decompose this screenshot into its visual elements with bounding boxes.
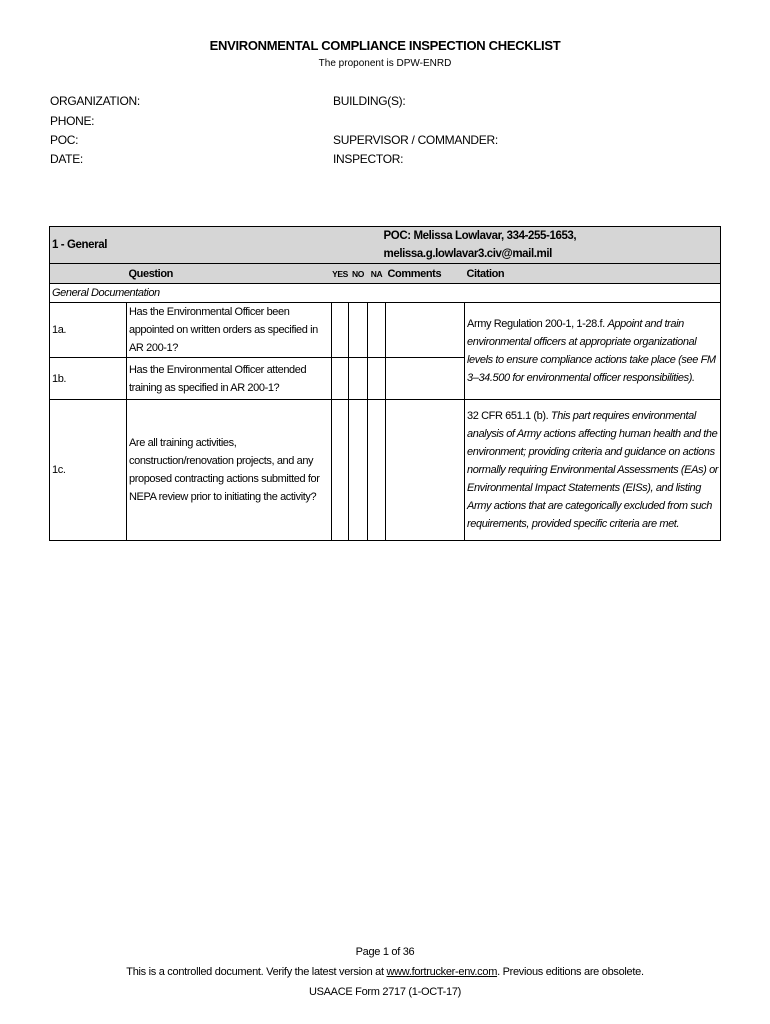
date-label: DATE: [50, 152, 83, 166]
comments-cell[interactable] [386, 303, 465, 358]
checklist-table [49, 226, 721, 541]
na-checkbox-cell[interactable] [368, 400, 386, 541]
column-header-blank [50, 264, 127, 284]
citation-cell [465, 303, 721, 400]
inspector-label: INSPECTOR: [333, 152, 404, 166]
subheading-row [50, 284, 721, 303]
column-header-question: Question [127, 264, 332, 284]
column-header-na: NA [368, 264, 386, 284]
subheading-general-documentation: General Documentation [50, 284, 721, 303]
item-question: Has the Environmental Officer attended training as specified in AR 200-1? [127, 358, 332, 400]
controlled-document-notice [0, 966, 770, 978]
no-checkbox-cell[interactable] [349, 303, 368, 358]
section-title: 1 - General [50, 227, 332, 264]
item-number: 1b. [50, 358, 127, 400]
organization-label: ORGANIZATION: [50, 94, 140, 108]
item-question: Are all training activities, construction/renovation projects, and any proposed contracting actions submitted for NEPA review prior to initiating the activity? [127, 400, 332, 541]
poc-label: POC: [50, 133, 79, 147]
citation-text: 32 CFR 651.1 (b). [467, 410, 551, 422]
item-number: 1a. [50, 303, 127, 358]
document-title: ENVIRONMENTAL COMPLIANCE INSPECTION CHECKLIST [209, 38, 561, 53]
no-checkbox-cell[interactable] [349, 358, 368, 400]
column-header-row [50, 264, 721, 284]
notice-suffix: . Previous editions are obsolete. [497, 966, 644, 978]
yes-checkbox-cell[interactable] [332, 358, 349, 400]
checklist-row-1a [50, 303, 721, 358]
notice-prefix: This is a controlled document. Verify the latest version at [126, 966, 387, 978]
website-link[interactable]: www.fortrucker-env.com [386, 966, 498, 978]
na-checkbox-cell[interactable] [368, 303, 386, 358]
phone-label: PHONE: [50, 114, 95, 128]
buildings-label: BUILDING(S): [333, 94, 406, 108]
page-number: Page 1 of 36 [355, 946, 415, 958]
yes-checkbox-cell[interactable] [332, 400, 349, 541]
section-header-row [50, 227, 721, 264]
citation-quote: Appoint and train environmental officers at appropriate organizational levels to ensure compliance actions take place (see FM 3–34.500 for environmental officer responsibilities). [467, 318, 716, 384]
form-number: USAACE Form 2717 (1-OCT-17) [308, 986, 462, 998]
supervisor-commander-label: SUPERVISOR / COMMANDER: [333, 133, 498, 147]
no-checkbox-cell[interactable] [349, 400, 368, 541]
checklist-row-1c [50, 400, 721, 541]
column-header-citation: Citation [465, 264, 721, 284]
column-header-comments: Comments [386, 264, 465, 284]
na-checkbox-cell[interactable] [368, 358, 386, 400]
column-header-yes: YES [332, 264, 349, 284]
section-poc: POC: Melissa Lowlavar, 334-255-1653, melissa.g.lowlavar3.civ@mail.mil [332, 227, 721, 264]
comments-cell[interactable] [386, 358, 465, 400]
yes-checkbox-cell[interactable] [332, 303, 349, 358]
column-header-no: NO [349, 264, 368, 284]
document-subtitle: The proponent is DPW-ENRD [318, 58, 452, 69]
citation-quote: This part requires environmental analysis of Army actions affecting human health and the environment; providing criteria and guidance on actions normally requiring Environmental Assessments (EAs) or Environmental Impact Statements (EISs), and listing Army actions that are categorically excluded from such requirements, provided specific criteria are met. [467, 410, 719, 530]
item-question: Has the Environmental Officer been appointed on written orders as specified in AR 200-1? [127, 303, 332, 358]
item-number: 1c. [50, 400, 127, 541]
citation-cell [465, 400, 721, 541]
citation-text: Army Regulation 200-1, 1-28.f. [467, 318, 608, 330]
comments-cell[interactable] [386, 400, 465, 541]
